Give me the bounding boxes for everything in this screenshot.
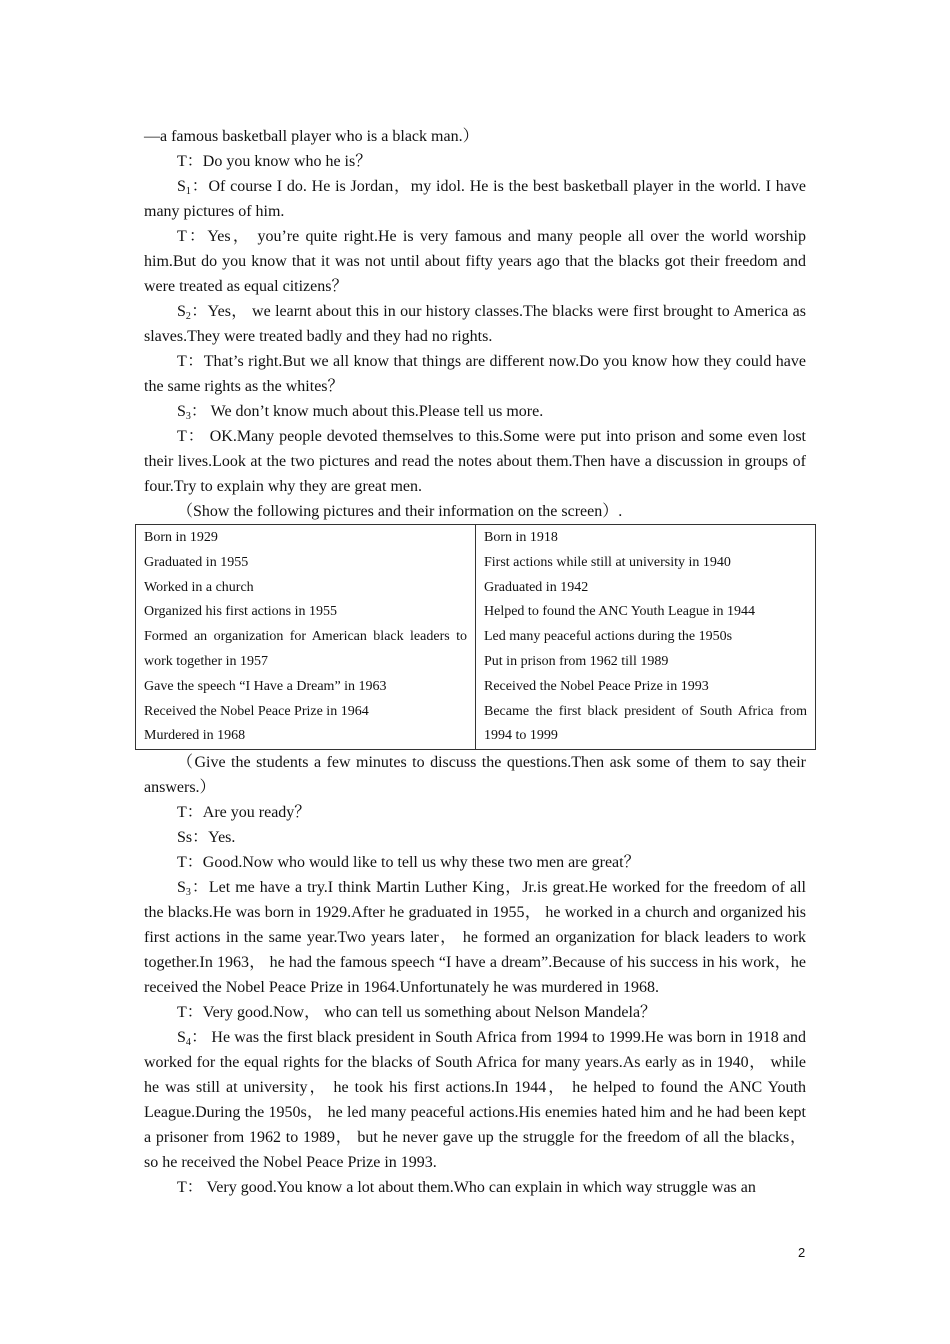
- speaker-label: S: [177, 303, 186, 320]
- speaker-label: Ss: [177, 829, 193, 847]
- document-body: [144, 124, 806, 1200]
- dialogue-text: —a famous basketball player who is a black man.）: [144, 128, 479, 145]
- dialogue-line: [144, 349, 806, 399]
- dialogue-text: ：Good.Now who would like to tell us why these two men are great？: [186, 854, 640, 872]
- speaker-subscript: 3: [185, 887, 191, 899]
- dialogue-text: ：Let me have a try.I think Martin Luther King，Jr.is great.He worked for the freedom of all the blacks.He was born in 1929.After he graduated in 1955， he worked in a church and organized his first actions in the same year.Two years later， he formed an organization for black leaders to work together.In 1963， he had the famous speech “I have a dream”.Because of his success in his work，he received the Nobel Peace Prize in 1964.Unfortunately he was murdered in 1968.: [144, 879, 807, 997]
- dialogue-line: [144, 224, 806, 299]
- page-number: 2: [798, 1245, 806, 1260]
- mandela-fact: Received the Nobel Peace Prize in 1993: [484, 678, 709, 694]
- king-fact: Received the Nobel Peace Prize in 1964: [144, 703, 369, 719]
- dialogue-text: （Show the following pictures and their information on the screen）.: [177, 503, 623, 520]
- dialogue-text: ： OK.Many people devoted themselves to this.Some were put into prison and some even lost their lives.Look at the two pictures and read the notes about them.Then have a discussion in groups of four.Try to explain why they are great men.: [144, 428, 806, 495]
- mandela-fact: Graduated in 1942: [484, 579, 589, 595]
- king-fact: Organized his first actions in 1955: [144, 604, 337, 620]
- dialogue-line: [144, 424, 806, 499]
- dialogue-section-before-table: [144, 124, 806, 524]
- dialogue-text: （Give the students a few minutes to discuss the questions.Then ask some of them to say their answers.）: [144, 754, 806, 797]
- dialogue-text: ：That’s right.But we all know that things are different now.Do you know how they could have the same rights as the whites？: [144, 353, 807, 395]
- speaker-label: S: [177, 879, 186, 897]
- speaker-label: T: [177, 1179, 187, 1197]
- dialogue-text: ：Yes， you’re quite right.He is very famous and many people all over the world worship him.But do you know that it was not until about fifty years ago that the blacks got their freedom and were treated as equal citizens？: [144, 228, 806, 295]
- mandela-fact: Born in 1918: [484, 530, 558, 545]
- king-fact: Graduated in 1955: [144, 554, 249, 570]
- speaker-label: S: [177, 1029, 186, 1047]
- speaker-label: T: [177, 854, 187, 872]
- info-table: [135, 524, 816, 750]
- speaker-label: T: [177, 353, 187, 370]
- dialogue-text: ： Very good.You know a lot about them.Who can explain in which way struggle was an: [186, 1179, 756, 1197]
- dialogue-text: ：Of course I do. He is Jordan，my idol. He is the best basketball player in the world. I have many pictures of him.: [144, 178, 806, 220]
- dialogue-text: ：Very good.Now， who can tell us something about Nelson Mandela？: [186, 1004, 657, 1022]
- king-fact: Worked in a church: [144, 579, 254, 595]
- speaker-subscript: 1: [185, 186, 191, 197]
- dialogue-text: ： We don’t know much about this.Please tell us more.: [190, 403, 544, 420]
- dialogue-text: ：Yes， we learnt about this in our history classes.The blacks were first brought to America as slaves.They were treated badly and they had no rights.: [144, 303, 806, 345]
- speaker-label: S: [177, 403, 186, 420]
- dialogue-line: [144, 875, 806, 1000]
- dialogue-line: [144, 499, 806, 524]
- dialogue-line: [144, 1000, 806, 1025]
- king-fact: Born in 1929: [144, 530, 218, 545]
- speaker-label: S: [177, 178, 186, 195]
- mandela-fact: Helped to found the ANC Youth League in 1944: [484, 604, 756, 620]
- dialogue-line: [144, 750, 806, 800]
- dialogue-line: [144, 800, 806, 825]
- speaker-subscript: 3: [185, 411, 191, 422]
- dialogue-line: [144, 399, 806, 424]
- dialogue-line: [144, 174, 806, 224]
- dialogue-line: [144, 825, 806, 850]
- king-fact: Formed an organization for American black leaders to work together in 1957: [144, 629, 467, 669]
- speaker-label: T: [177, 428, 187, 445]
- mandela-fact: Became the first black president of South Africa from 1994 to 1999: [484, 703, 807, 744]
- dialogue-line: [144, 299, 806, 349]
- dialogue-line: [144, 149, 806, 174]
- king-fact: Gave the speech “I Have a Dream” in 1963: [144, 678, 387, 694]
- mandela-fact: Led many peaceful actions during the 1950s: [484, 629, 733, 645]
- speaker-subscript: 2: [185, 311, 191, 322]
- mandela-info-cell: [476, 525, 816, 750]
- dialogue-text: ：Do you know who he is？: [186, 153, 372, 170]
- info-table-wrapper: [135, 524, 815, 750]
- dialogue-text: ：Are you ready？: [186, 804, 311, 822]
- dialogue-section-after-table: [144, 750, 806, 1200]
- speaker-label: T: [177, 228, 187, 245]
- dialogue-line: [144, 1175, 806, 1200]
- mandela-fact: First actions while still at university in 1940: [484, 554, 731, 570]
- speaker-label: T: [177, 1004, 187, 1022]
- speaker-subscript: 4: [185, 1037, 191, 1049]
- mandela-fact: Put in prison from 1962 till 1989: [484, 653, 669, 669]
- speaker-label: T: [177, 804, 187, 822]
- dialogue-line: [144, 124, 806, 149]
- king-fact: Murdered in 1968: [144, 728, 246, 744]
- king-info-cell: [136, 525, 476, 750]
- dialogue-text: ： He was the first black president in South Africa from 1994 to 1999.He was born in 1918 and worked for the equal rights for the blacks of South Africa for many years.As early as in 1940， while he was still at university， he took his first actions.In 1944， he helped to found the ANC Youth League.During the 1950s， he led many peaceful actions.His enemies hated him and he had been kept a prisoner from 1962 to 1989， but he never gave up the struggle for the freedom of all the blacks， so he received the Nobel Peace Prize in 1993.: [144, 1029, 807, 1172]
- dialogue-text: ：Yes.: [192, 829, 236, 847]
- dialogue-line: [144, 850, 806, 875]
- dialogue-line: [144, 1025, 806, 1175]
- speaker-label: T: [177, 153, 187, 170]
